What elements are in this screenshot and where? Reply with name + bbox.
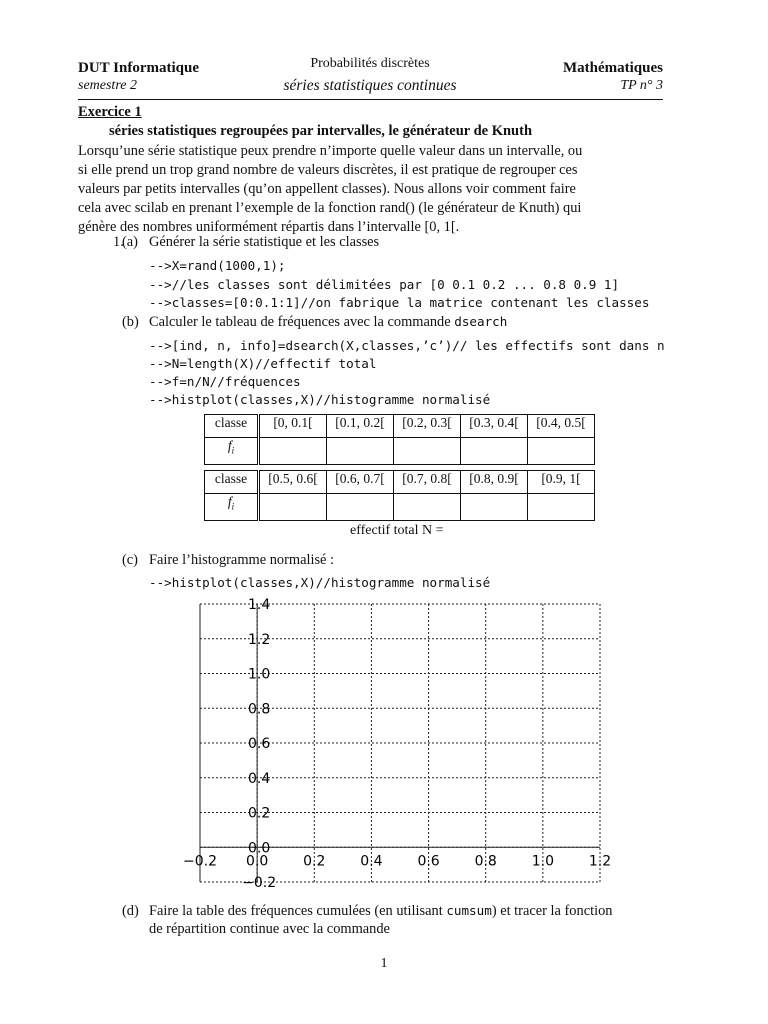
code-line: -->f=n/N//fréquences (149, 374, 301, 389)
x-tick-label: 0.4 (360, 853, 383, 870)
course-title: DUT Informatique (78, 60, 199, 76)
freq-cell[interactable] (461, 494, 528, 521)
code-line: -->X=rand(1000,1); (149, 258, 286, 273)
x-tick-label: 1.2 (588, 853, 612, 870)
item-a-label: (a) (122, 234, 138, 250)
item-c-text: Faire l’histogramme normalisé : (149, 552, 335, 568)
x-tick-label: 0.6 (417, 853, 440, 870)
class-cell: [0.6, 0.7[ (327, 471, 394, 494)
item-d-label: (d) (122, 903, 139, 919)
code-line: -->histplot(classes,X)//histogramme normalisé (149, 575, 491, 590)
class-cell: [0.4, 0.5[ (528, 415, 595, 438)
intro-line: génère des nombres uniformément répartis dans l’intervalle [0, 1[. (78, 219, 460, 235)
class-cell: [0.3, 0.4[ (461, 415, 528, 438)
class-cell: [0.7, 0.8[ (394, 471, 461, 494)
header-rule (78, 99, 663, 100)
y-tick-label: 0.2 (248, 805, 271, 822)
item-d-text-end: ) et tracer la fonction (491, 903, 613, 919)
topic: Probabilités discrètes (310, 56, 430, 71)
intro-line: cela avec scilab en prenant l’exemple de la fonction rand() (le générateur de Knuth) qui (78, 200, 582, 216)
y-tick-label: 0.8 (248, 701, 271, 718)
item-d-text: Faire la table des fréquences cumulées (en utilisant (149, 903, 443, 919)
freq-cell[interactable] (259, 494, 327, 521)
x-tick-label: 0.0 (246, 853, 269, 870)
class-header: classe (205, 415, 259, 438)
item-d-line2: de répartition continue avec la commande (149, 921, 390, 937)
exercise-label: Exercice 1 (78, 104, 142, 120)
item-b-text (149, 314, 507, 331)
x-tick-label: 0.8 (474, 853, 497, 870)
y-tick-label: 1.2 (248, 631, 271, 648)
item-number: 1. (113, 234, 124, 250)
y-tick-label: 0.6 (248, 736, 271, 752)
code-line: -->[ind, n, info]=dsearch(X,classes,’c’)// les effectifs sont dans n (149, 338, 665, 353)
code-line: -->histplot(classes,X)//histogramme normalisé (149, 392, 491, 407)
intro-line: Lorsqu’une série statistique peux prendre n’importe quelle valeur dans un intervalle, ou (78, 143, 583, 159)
y-tick-label: 0.0 (248, 840, 271, 857)
freq-cell[interactable] (528, 494, 595, 521)
frequency-table-1 (204, 414, 595, 465)
class-cell: [0.2, 0.3[ (394, 415, 461, 438)
freq-cell[interactable] (327, 494, 394, 521)
dsearch-command: dsearch (454, 314, 508, 329)
intro-line: si elle prend un trop grand nombre de valeurs discrètes, il est pratique de regrouper ces (78, 162, 578, 178)
tp-number: TP n° 3 (620, 78, 663, 93)
y-tick-label: −0.2 (242, 875, 277, 891)
page-number: 1 (380, 956, 388, 971)
code-line: -->classes=[0:0.1:1]//on fabrique la matrice contenant les classes (149, 295, 650, 310)
frequency-table-2 (204, 470, 595, 521)
semester: semestre 2 (78, 78, 137, 93)
x-tick-label: −0.2 (183, 853, 217, 870)
exercise-title: séries statistiques regroupées par intervalles, le générateur de Knuth (109, 123, 533, 139)
subtopic: séries statistiques continues (283, 77, 457, 94)
class-cell: [0.9, 1[ (528, 471, 595, 494)
item-c-label: (c) (122, 552, 138, 568)
x-axis-ticks (183, 853, 611, 869)
x-tick-label: 1.0 (531, 853, 554, 870)
freq-cell[interactable] (394, 438, 461, 465)
item-d-line1 (149, 903, 612, 920)
intro-paragraph (78, 142, 668, 237)
cumsum-command: cumsum (446, 903, 492, 918)
class-cell: [0.8, 0.9[ (461, 471, 528, 494)
freq-cell[interactable] (528, 438, 595, 465)
item-a-text: Générer la série statistique et les classes (149, 234, 380, 250)
total-count-label: effectif total N = (350, 523, 444, 538)
item-b-label: (b) (122, 314, 139, 330)
histogram-axes (180, 596, 620, 892)
y-tick-label: 0.4 (248, 770, 271, 787)
freq-header: $f_i$ (205, 438, 259, 465)
class-cell: [0, 0.1[ (259, 415, 327, 438)
x-tick-label: 0.2 (303, 853, 326, 870)
class-cell: [0.1, 0.2[ (327, 415, 394, 438)
freq-header: $f_i$ (205, 494, 259, 521)
item-b-desc: Calculer le tableau de fréquences avec la commande (149, 314, 451, 330)
code-line: -->N=length(X)//effectif total (149, 356, 377, 371)
intro-line: valeurs par petits intervalles (qu’on appellent classes). Nous allons voir comment faire (78, 181, 576, 197)
freq-cell[interactable] (461, 438, 528, 465)
class-header: classe (205, 471, 259, 494)
freq-cell[interactable] (394, 494, 461, 521)
y-tick-label: 1.4 (248, 597, 271, 613)
y-tick-label: 1.0 (248, 666, 271, 683)
subject: Mathématiques (563, 60, 663, 76)
class-cell: [0.5, 0.6[ (259, 471, 327, 494)
freq-cell[interactable] (259, 438, 327, 465)
code-line: -->//les classes sont délimitées par [0 0.1 0.2 ... 0.8 0.9 1] (149, 277, 620, 292)
freq-cell[interactable] (327, 438, 394, 465)
